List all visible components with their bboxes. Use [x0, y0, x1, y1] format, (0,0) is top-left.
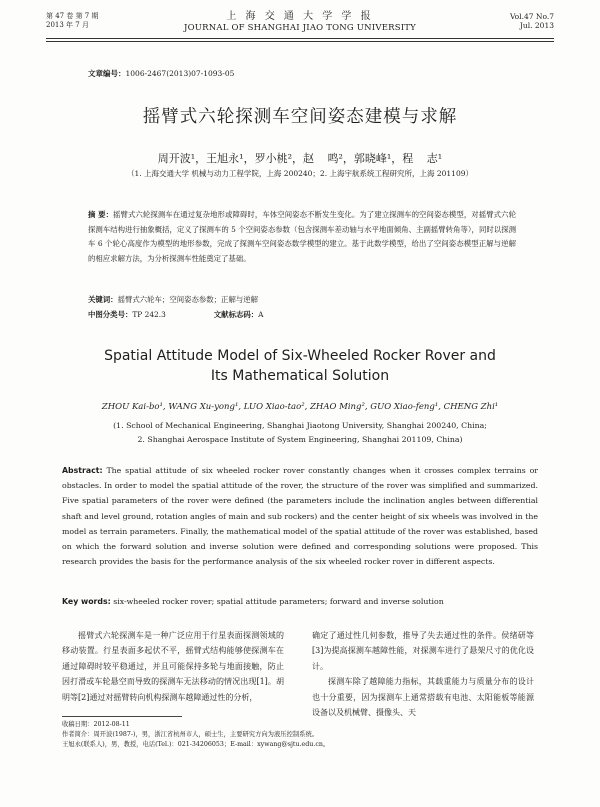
affiliation-en-line2: 2. Shanghai Aerospace Institute of System Engineering, Shanghai 201109, China) — [137, 435, 463, 444]
affiliation-cn: （1. 上海交通大学 机械与动力工程学院，上海 200240；2. 上海宇航系统工程研究所，上海 201109） — [127, 169, 473, 178]
abstract-en — [62, 463, 538, 569]
article-number — [88, 68, 234, 79]
authors-cn: 周开波¹，王旭永¹，罗小桃²，赵 鸣²，郭晓峰¹，程 志¹ — [157, 152, 443, 165]
title-en-line1: Spatial Attitude Model of Six-Wheeled Rocker Rover and — [104, 348, 496, 364]
clc-value: TP 242.3 — [132, 310, 166, 319]
footnote — [62, 720, 362, 750]
clc-label: 中图分类号： — [88, 310, 133, 319]
body-paragraph: 确定了通过性几何参数，推导了失去通过性的条件。侯绪研等[3]为提高探测车越障性能，对探测车进行了悬架尺寸的优化设计。 — [312, 631, 534, 671]
body-paragraph: 探测车除了越障能力指标，其载重能力与质量分布的设计也十分重要，因为探测车上通常搭载有电池、太阳能板等能源设备以及机械臂、摄像头、天 — [312, 677, 534, 718]
authors-en: ZHOU Kai-bo¹, WANG Xu-yong¹, LUO Xiao-tao², ZHAO Ming², GUO Xiao-feng¹, CHENG Zhi¹ — [101, 402, 499, 412]
keywords-en-label: Key words: — [62, 597, 111, 606]
footnote-author-info: 作者简介：周开波(1987-)，男，浙江省杭州市人，硕士生，主要研究方向为液压控制系统。 — [62, 731, 319, 738]
header-rule — [46, 38, 554, 39]
keywords-cn-text: 摇臂式六轮车；空间姿态参数；正解与逆解 — [117, 295, 259, 304]
body-column-left — [62, 628, 284, 705]
keywords-en — [62, 597, 444, 606]
abstract-en-text: The spatial attitude of six wheeled rocker rover constantly changes when it crosses complex terrains or obstacles. In order to model the spatial attitude of the rover, the structure of the rover was simplified and summarized. Five spatial parameters of the rover were defined (the parameters include the inclination angles between differential shaft and level ground, rotation angles of main and sub rockers) and the center height of six wheels was involved in the model as terrain parameters. Finally, the mathematical model of the spatial attitude of the rover was established, based on which the forward solution and inverse solution were defined and corresponding solutions were proposed. This research provides the basis for the performance analysis of the six wheeled rocker rover in different aspects. — [62, 466, 538, 567]
affiliation-en — [60, 419, 540, 447]
keywords-en-text: six-wheeled rocker rover; spatial attitude parameters; forward and inverse solution — [113, 597, 444, 606]
keywords-cn — [88, 294, 258, 305]
volume-en: Vol.47 No.7 — [509, 12, 554, 21]
title-en-line2: Its Mathematical Solution — [210, 368, 390, 384]
footnote-received: 收稿日期：2012-08-11 — [62, 721, 130, 728]
header-left — [46, 12, 99, 30]
title-en — [0, 346, 600, 386]
affiliation-en-line1: (1. School of Mechanical Engineering, Shanghai Jiaotong University, Shanghai 200240, China; — [113, 421, 487, 430]
body-paragraph: 摇臂式六轮探测车是一种广泛应用于行星表面探测领域的移动装置。行星表面多起伏不平，摇臂式结构能够使探测车在通过障碍时较平稳通过，并且可能保持多轮与地面接触，防止因打滑或车轮悬空而导致的探测车无法移动的情况出现[1]。胡明等[2]通过对摇臂转向机构探测车越障通过性的分析， — [62, 631, 284, 702]
journal-title-cn: 上 海 交 通 大 学 学 报 — [226, 11, 374, 22]
date-cn: 2013 年 7 月 — [46, 21, 89, 29]
doc-code-label: 文献标志码： — [213, 310, 259, 319]
abstract-cn — [88, 208, 516, 266]
header-rule-thin — [46, 41, 554, 42]
footnote-rule — [62, 716, 182, 717]
footnote-contact: 王旭永(联系人)，男，教授，电话(Tel.)：021-34206053；E-mail：xywang@sjtu.edu.cn。 — [62, 741, 330, 748]
volume-cn: 第 47 卷 第 7 期 — [46, 12, 99, 20]
abstract-en-label: Abstract: — [62, 466, 103, 475]
title-cn: 摇臂式六轮探测车空间姿态建模与求解 — [142, 107, 458, 127]
journal-title-en: JOURNAL OF SHANGHAI JIAO TONG UNIVERSITY — [184, 23, 416, 33]
body-column-right — [312, 628, 534, 720]
keywords-cn-label: 关键词： — [88, 295, 118, 304]
abstract-cn-label: 摘 要： — [88, 210, 114, 219]
article-number-label: 文章编号： — [88, 69, 126, 78]
classification — [88, 309, 263, 320]
doc-code-value: A — [258, 310, 264, 319]
abstract-cn-text: 摇臂式六轮探测车在通过复杂地形或障碍时，车体空间姿态不断发生变化。为了建立探测车的空间姿态模型，对摇臂式六轮探测车结构进行抽象概括，定义了探测车的 5 个空间姿态参数（包含探测车差动轴与水平地面倾角、主副摇臂转角等），同时以探测车 6 个轮心高度作为模型的地形参数，完成了探测车空间姿态数学模型的建立。基于此数学模型，给出了空间姿态模型正解与逆解的相应求解方法，为分析探测车性能奠定了基础。 — [88, 210, 516, 263]
article-number-value: 1006-2467(2013)07-1093-05 — [125, 69, 235, 78]
header-right — [510, 12, 554, 30]
date-en: Jul. 2013 — [519, 21, 554, 30]
header-center — [150, 11, 450, 34]
